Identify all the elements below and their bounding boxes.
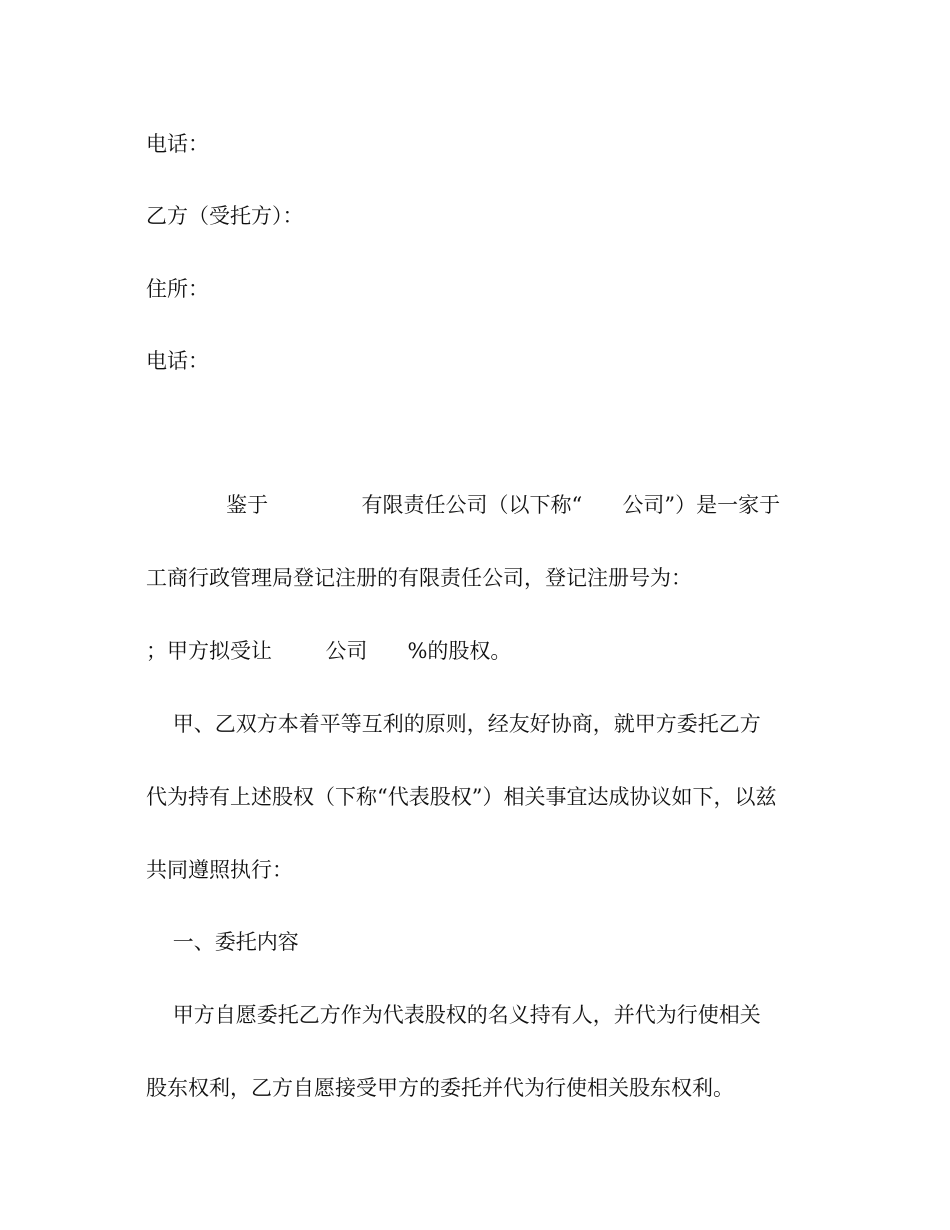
paragraph-1-line-2: 工商行政管理局登记注册的有限责任公司，登记注册号为： xyxy=(146,566,692,590)
paragraph-3-line-2: 股东权利，乙方自愿接受甲方的委托并代为行使相关股东权利。 xyxy=(146,1076,734,1100)
party-b-address-label: 住所： xyxy=(146,277,209,301)
paragraph-3-line-1: 甲方自愿委托乙方作为代表股权的名义持有人，并代为行使相关 xyxy=(146,1003,761,1027)
party-b-phone-label: 电话： xyxy=(146,349,209,373)
paragraph-2-line-2: 代为持有上述股权（下称“代表股权”）相关事宜达成协议如下，以兹 xyxy=(146,785,777,809)
paragraph-1-line-3: ；甲方拟受让 公司 %的股权。 xyxy=(146,639,512,663)
paragraph-2-line-1: 甲、乙双方本着平等互利的原则，经友好协商，就甲方委托乙方 xyxy=(146,712,761,736)
paragraph-2-line-3: 共同遵照执行： xyxy=(146,858,293,882)
party-b-title: 乙方（受托方）： xyxy=(146,204,304,228)
section-1-heading: 一、委托内容 xyxy=(146,930,299,954)
paragraph-1-line-1: 鉴于 有限责任公司（以下称“ 公司”）是一家于 xyxy=(146,493,781,517)
party-a-phone-label: 电话： xyxy=(146,132,209,156)
